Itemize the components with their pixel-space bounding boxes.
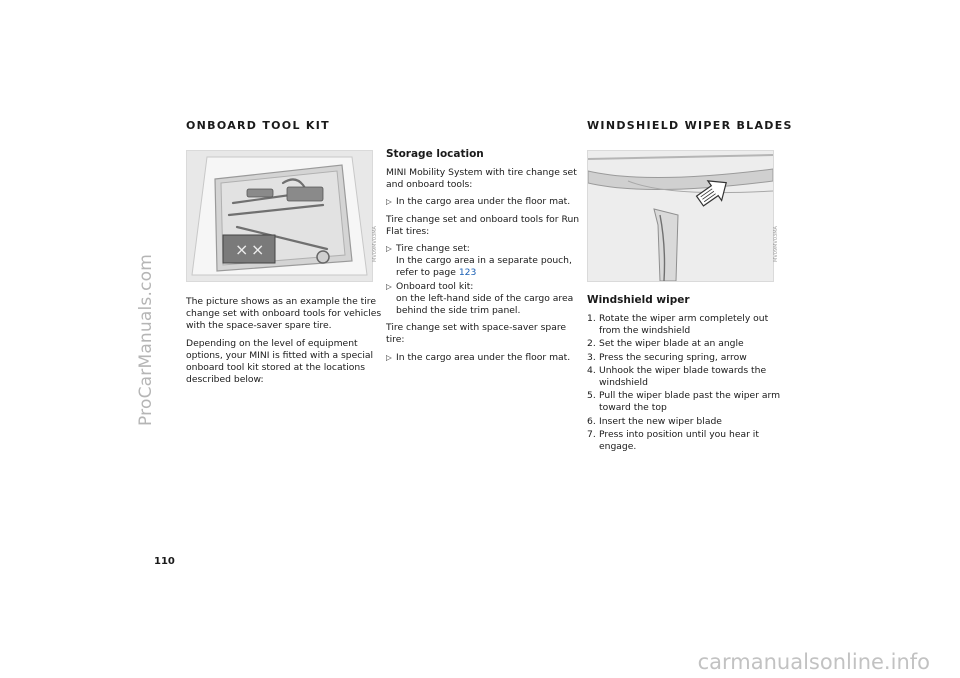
tool-kit-illustration	[186, 150, 373, 282]
step-text: Press the securing spring, arrow	[599, 351, 747, 363]
step-number: 6.	[587, 415, 596, 427]
section-title-wiper-blades: WINDSHIELD WIPER BLADES	[587, 119, 793, 132]
step-item	[587, 416, 783, 428]
tire-change-set-title: Tire change set:	[396, 243, 470, 255]
windshield-wiper-heading: Windshield wiper	[587, 294, 690, 306]
step-number: 7.	[587, 428, 596, 440]
step-item	[587, 365, 783, 389]
left-column	[186, 296, 382, 391]
intro-paragraph-2: Depending on the level of equipment options, your MINI is fitted with a special onboard tool kit stored at the locations described below:	[186, 337, 374, 386]
right-column	[587, 294, 783, 454]
step-item	[587, 338, 783, 350]
step-item	[587, 313, 783, 337]
intro-paragraph-1: The picture shows as an example the tire change set with onboard tools for vehicles with the space-saver spare tire.	[186, 296, 382, 332]
run-flat-paragraph: Tire change set and onboard tools for Run Flat tires:	[386, 213, 580, 237]
step-text: Pull the wiper blade past the wiper arm toward the top	[599, 390, 781, 414]
mobility-system-paragraph: MINI Mobility System with tire change set and onboard tools:	[386, 167, 577, 191]
step-item	[587, 429, 783, 453]
storage-location-heading: Storage location	[386, 148, 484, 160]
bottom-watermark: carmanualsonline.info	[697, 650, 930, 674]
space-saver-list	[386, 352, 582, 364]
svg-text:×: ×	[235, 240, 249, 259]
step-number: 3.	[587, 351, 596, 363]
space-saver-paragraph: Tire change set with space-saver spare tire:	[386, 322, 567, 346]
step-number: 4.	[587, 364, 596, 376]
list-item	[386, 243, 582, 280]
step-text: Set the wiper blade at an angle	[599, 338, 744, 350]
step-number: 5.	[587, 390, 596, 402]
step-number: 1.	[587, 313, 596, 324]
onboard-tool-kit-title: Onboard tool kit:	[396, 280, 474, 292]
onboard-tool-kit-text: on the left-hand side of the cargo area behind the side trim panel.	[396, 292, 574, 317]
page-number: 110	[154, 556, 175, 567]
step-number: 2.	[587, 338, 596, 350]
list-item	[386, 281, 582, 318]
step-text: Press into position until you hear it engage.	[599, 428, 759, 453]
step-text: Unhook the wiper blade towards the windshield	[599, 364, 767, 389]
section-title-onboard-tool-kit: ONBOARD TOOL KIT	[186, 119, 330, 132]
page-reference-link[interactable]: 123	[458, 267, 477, 279]
wiper-illustration	[587, 150, 774, 282]
step-text: Rotate the wiper arm completely out from the windshield	[599, 313, 769, 337]
step-item	[587, 352, 783, 364]
tire-change-set-text: In the cargo area in a separate pouch, refer to page	[396, 255, 572, 279]
run-flat-list	[386, 243, 582, 317]
list-item: ▷ In the cargo area under the floor mat.	[386, 352, 582, 364]
tool-kit-image-code: MV09MV03MA	[372, 226, 378, 262]
side-watermark: ProCarManuals.com	[136, 254, 156, 426]
wiper-image-code: MV09MV03MA	[773, 226, 779, 262]
middle-column	[386, 148, 582, 369]
svg-text:×: ×	[251, 240, 265, 259]
step-text: Insert the new wiper blade	[599, 415, 722, 427]
step-item	[587, 390, 783, 414]
mobility-list	[386, 196, 582, 208]
list-item: ▷ In the cargo area under the floor mat.	[386, 196, 582, 208]
wiper-steps-list	[587, 313, 783, 453]
